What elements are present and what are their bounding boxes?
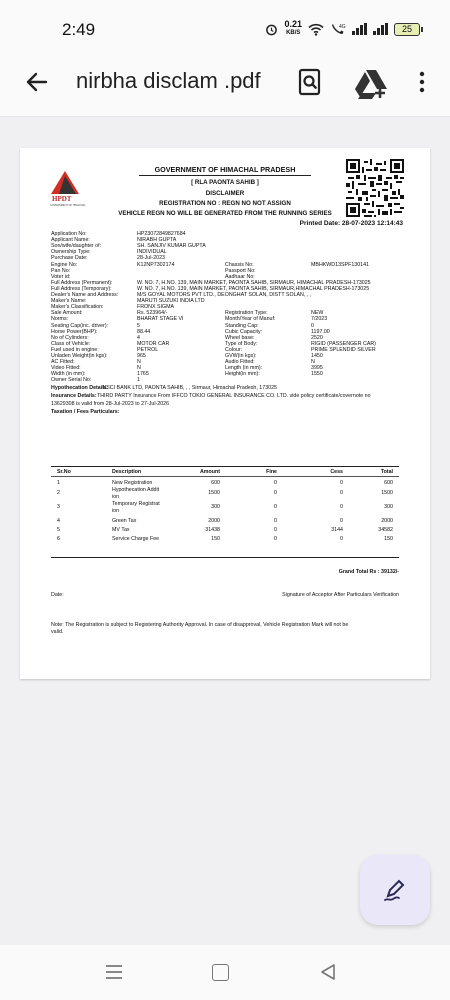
spec-value: 5 xyxy=(137,322,140,329)
spec-label: Unladen Weight(in kgs): xyxy=(51,353,108,359)
fees-cell-desc: ion xyxy=(112,508,120,514)
hpdt-logo: HPDT GOVERNMENT OF HIMACHAL xyxy=(50,170,80,210)
status-bar xyxy=(0,0,450,58)
insurance-line-2: 13629308 is valid from 28-Jul-2023 to 27-Jul-2026 xyxy=(51,401,170,407)
back-triangle-icon xyxy=(319,963,337,981)
spec-label: Type of Body: xyxy=(225,340,258,347)
fees-cell-desc: Service Charge Fee xyxy=(112,536,160,542)
address-label: Full Address (Permanent): xyxy=(51,279,113,286)
spec-label: AC Fitted: xyxy=(51,359,75,366)
field-label: Engine No: xyxy=(51,261,78,268)
fees-cell-sr: 4 xyxy=(57,518,60,524)
recent-apps-button[interactable] xyxy=(104,963,124,981)
spec-value: N xyxy=(137,365,141,372)
footnote-line-2: valid. xyxy=(51,629,64,635)
field-label: Aadhaar No: xyxy=(225,273,255,280)
fees-cell-desc: Temporary Registrat xyxy=(112,501,160,507)
spec-label: Height(in mm): xyxy=(225,371,260,378)
fees-cell-total: 2000 xyxy=(381,518,393,524)
fees-cell-amount: 300 xyxy=(211,504,220,510)
status-icons xyxy=(265,20,420,38)
fees-title: Taxation / Fees Particulars: xyxy=(51,408,120,415)
address-label: Maker's Classification: xyxy=(51,304,104,311)
header-note: VEHICLE REGN NO WILL BE GENERATED FROM THE RUNNING SERIES xyxy=(118,210,332,217)
home-button[interactable] xyxy=(212,964,229,981)
fees-header-2: Amount xyxy=(199,469,220,475)
spec-label: Length (in mm): xyxy=(225,365,263,372)
spec-label: Horse Power(BHP): xyxy=(51,328,98,335)
drive-add-icon xyxy=(354,66,388,100)
svg-text:4G: 4G xyxy=(339,24,346,30)
fees-cell-cess: 0 xyxy=(340,480,343,486)
spec-value: Rs. 523964/- xyxy=(137,310,168,317)
alarm-icon xyxy=(265,23,278,36)
fees-cell-cess: 0 xyxy=(340,518,343,524)
header-title: GOVERNMENT OF HIMACHAL PRADESH xyxy=(154,165,296,174)
fees-cell-sr: 2 xyxy=(57,490,60,496)
fees-cell-amount: 31438 xyxy=(205,527,220,533)
insurance-line-1: THIRD PARTY Insurance From IFFCO TOKIO GENERAL INSURANCE CO. LTD. vide policy certificate/covernote no xyxy=(97,393,371,399)
signal-icon-2 xyxy=(373,23,388,35)
spec-value: 1450 xyxy=(311,353,323,359)
spec-value: 88.44 xyxy=(137,328,151,335)
save-to-drive-button[interactable] xyxy=(354,66,388,100)
fees-cell-desc: MV Tax xyxy=(112,527,130,533)
fees-cell-total: 1500 xyxy=(381,490,393,496)
spec-label: Class of Vehicle: xyxy=(51,340,91,347)
address-value: W. NO. 7, H.NO. 139, MAIN MARKET, PAONTA SAHIB, SIRMAUR, HIMACHAL PRADESH-173025 xyxy=(137,279,371,286)
fees-header-4: Cess xyxy=(330,469,343,475)
fees-header-3: Fine xyxy=(266,469,277,475)
fees-cell-fine: 0 xyxy=(274,480,277,486)
address-value: MARUTI SUZUKI INDIA LTD xyxy=(137,298,205,305)
back-button[interactable] xyxy=(20,66,52,98)
fees-cell-fine: 0 xyxy=(274,536,277,542)
more-options-button[interactable] xyxy=(414,68,430,98)
edit-pen-icon xyxy=(382,877,408,903)
spec-value: NEW xyxy=(311,310,324,317)
field-label: Son/wife/daughter of: xyxy=(51,243,102,250)
address-value: FRONX SIGMA xyxy=(137,304,175,311)
menu-icon xyxy=(104,963,124,981)
field-label: Ownership Type: xyxy=(51,249,91,256)
field-value: INDIVIDUAL xyxy=(137,249,167,256)
fees-cell-cess: 0 xyxy=(340,504,343,510)
fees-top-rule xyxy=(51,466,399,467)
fees-cell-total: 600 xyxy=(384,480,393,486)
fees-cell-desc: Green Tax xyxy=(112,518,137,524)
fees-cell-fine: 0 xyxy=(274,490,277,496)
qr-code xyxy=(346,159,404,217)
fees-cell-sr: 5 xyxy=(57,527,60,533)
fees-cell-desc: New Registration xyxy=(112,480,153,486)
spec-value: 1 xyxy=(137,377,140,384)
spec-value: MOTOR CAR xyxy=(137,340,170,347)
fees-cell-fine: 0 xyxy=(274,527,277,533)
fees-cell-amount: 2000 xyxy=(208,518,220,524)
spec-label: Video Fitted: xyxy=(51,365,81,372)
spec-value: 3995 xyxy=(311,365,323,372)
spec-value: BHARAT STAGE VI xyxy=(137,316,184,323)
fees-cell-total: 150 xyxy=(384,536,393,542)
spec-label: Owner Serial No: xyxy=(51,377,92,384)
field-value: NIRABH GUPTA xyxy=(137,237,177,244)
signal-icon-1 xyxy=(352,23,367,35)
spec-value: 2520 xyxy=(311,334,323,341)
fees-header-rule xyxy=(51,476,399,477)
spec-value: 4 xyxy=(137,334,140,341)
field-value: MBHKWD13SPF130141 xyxy=(311,261,369,268)
fees-cell-cess: 3144 xyxy=(331,527,343,533)
printed-date: Printed Date: 28-07-2023 12:14:43 xyxy=(299,220,403,227)
fees-cell-total: 34582 xyxy=(378,527,393,533)
fees-cell-amount: 150 xyxy=(211,536,220,542)
date-label: Date: xyxy=(51,592,64,598)
spec-label: Standing Cap: xyxy=(225,322,259,329)
spec-value: 1550 xyxy=(311,371,323,378)
field-label: Pan No: xyxy=(51,267,71,274)
document-title: nirbha disclam .pdf xyxy=(76,68,261,93)
fees-bottom-rule xyxy=(51,557,399,558)
fees-cell-desc: Hypothecation Addit xyxy=(112,487,160,493)
address-value: M/S GOYAL MOTORS PVT LTD., DEONGHAT SOLAN, DISTT SOLAN, , , xyxy=(137,292,312,298)
fees-cell-amount: 600 xyxy=(211,480,220,486)
spec-label: Audio Fitted: xyxy=(225,359,255,366)
more-vert-icon xyxy=(414,68,430,98)
fees-cell-sr: 1 xyxy=(57,480,60,486)
field-value: 28-Jul-2023 xyxy=(137,255,165,262)
header-disclaimer: DISCLAIMER xyxy=(205,190,245,197)
edit-fab-button[interactable] xyxy=(360,855,430,925)
spec-label: Fuel used in engine: xyxy=(51,346,99,353)
fees-header-0: Sr.No xyxy=(57,469,71,475)
spec-label: Wheel base: xyxy=(225,334,255,341)
spec-value: 1197.00 xyxy=(311,328,330,335)
status-time: 2:49 xyxy=(62,20,96,39)
hypothecation-value: ICICI BANK LTD, PAONTA SAHIB, , , Sirmaur, Himachal Pradesh, 173025 xyxy=(103,384,277,391)
field-label: Purchase Date: xyxy=(51,255,88,262)
fees-header-1: Description xyxy=(112,469,142,475)
spec-label: Cubic Capacity: xyxy=(225,328,263,335)
nav-back-button[interactable] xyxy=(319,963,337,981)
field-label: Chassis No: xyxy=(225,261,254,268)
address-label: Maker's Name: xyxy=(51,298,87,305)
spec-value: 7/2023 xyxy=(311,316,328,323)
address-label: Full Address (Temporary): xyxy=(51,285,112,292)
spec-value: PETROL xyxy=(137,346,159,353)
fees-cell-total: 300 xyxy=(384,504,393,510)
field-value: SH. SANJIV KUMAR GUPTA xyxy=(137,243,206,250)
header-rule xyxy=(139,175,311,176)
fees-cell-sr: 6 xyxy=(57,536,60,542)
field-value: HP23072849827684 xyxy=(137,231,186,237)
field-value: K12NP7302174 xyxy=(137,261,175,268)
spec-value: N xyxy=(311,359,315,366)
insurance-label: Insurance Details: xyxy=(51,393,97,399)
spec-label: No of Cylinders: xyxy=(51,334,89,341)
spec-label: Month/Year of Manuf: xyxy=(225,316,276,323)
signature-label: Signature of Acceptor After Particulars Verification xyxy=(282,592,399,598)
grand-total: Grand Total Rs : 39132/- xyxy=(338,569,399,575)
field-label: Application No: xyxy=(51,231,87,237)
find-in-page-icon xyxy=(296,67,324,97)
fees-cell-amount: 1500 xyxy=(208,490,220,496)
spec-value: 0 xyxy=(311,322,314,329)
wifi-icon xyxy=(308,23,324,36)
spec-value: N xyxy=(137,359,141,366)
spec-label: Width (in mm): xyxy=(51,371,86,378)
hypothecation-label: Hypothecation Details: xyxy=(51,384,109,391)
spec-label: Registration Type: xyxy=(225,310,268,317)
fees-cell-desc: ion xyxy=(112,494,120,500)
network-speed: 0.21 KB/S xyxy=(284,19,302,36)
volte-call-icon xyxy=(330,22,346,36)
footnote-line-1: Note: The Registration is subject to Registering Authority Approval. In case of disapproval, Vehicle Registration Mark will not be xyxy=(51,622,349,628)
spec-label: GVW(in kgs): xyxy=(225,353,257,359)
spec-label: Colour: xyxy=(225,346,243,353)
find-in-page-button[interactable] xyxy=(296,67,324,97)
pdf-page[interactable] xyxy=(20,148,430,679)
fees-header-5: Total xyxy=(380,469,393,475)
spec-value: RIGID (PASSENGER CAR) xyxy=(311,340,376,347)
fees-cell-sr: 3 xyxy=(57,504,60,510)
spec-value: 1765 xyxy=(137,371,149,378)
address-label: Dealer's Name and Address: xyxy=(51,292,119,298)
header-reg: REGISTRATION NO : REGN NO NOT ASSIGN xyxy=(159,200,291,207)
field-label: Voter id: xyxy=(51,273,71,280)
fees-cell-fine: 0 xyxy=(274,518,277,524)
spec-label: Sale Amount: xyxy=(51,310,83,317)
field-label: Applicant Name: xyxy=(51,237,90,244)
fees-cell-cess: 0 xyxy=(340,490,343,496)
spec-label: Seating Cap(inc. driver): xyxy=(51,322,109,329)
address-value: W. NO. 7, H.NO. 139, MAIN MARKET, PAONTA SAHIB, SIRMAUR,HIMACHAL PRADESH-173025 xyxy=(137,285,370,292)
spec-value: 965 xyxy=(137,353,146,359)
battery-icon: 25 xyxy=(394,23,420,36)
field-label: Passport No: xyxy=(225,267,256,274)
header-office: [ RLA PAONTA SAHIB ] xyxy=(191,179,259,186)
app-bar xyxy=(0,58,450,116)
arrow-back-icon xyxy=(20,66,52,98)
spec-value: PRIME SPLENDID SILVER xyxy=(311,346,376,353)
fees-cell-fine: 0 xyxy=(274,504,277,510)
fees-cell-cess: 0 xyxy=(340,536,343,542)
spec-label: Norms: xyxy=(51,316,69,323)
system-nav-bar xyxy=(0,945,450,1000)
